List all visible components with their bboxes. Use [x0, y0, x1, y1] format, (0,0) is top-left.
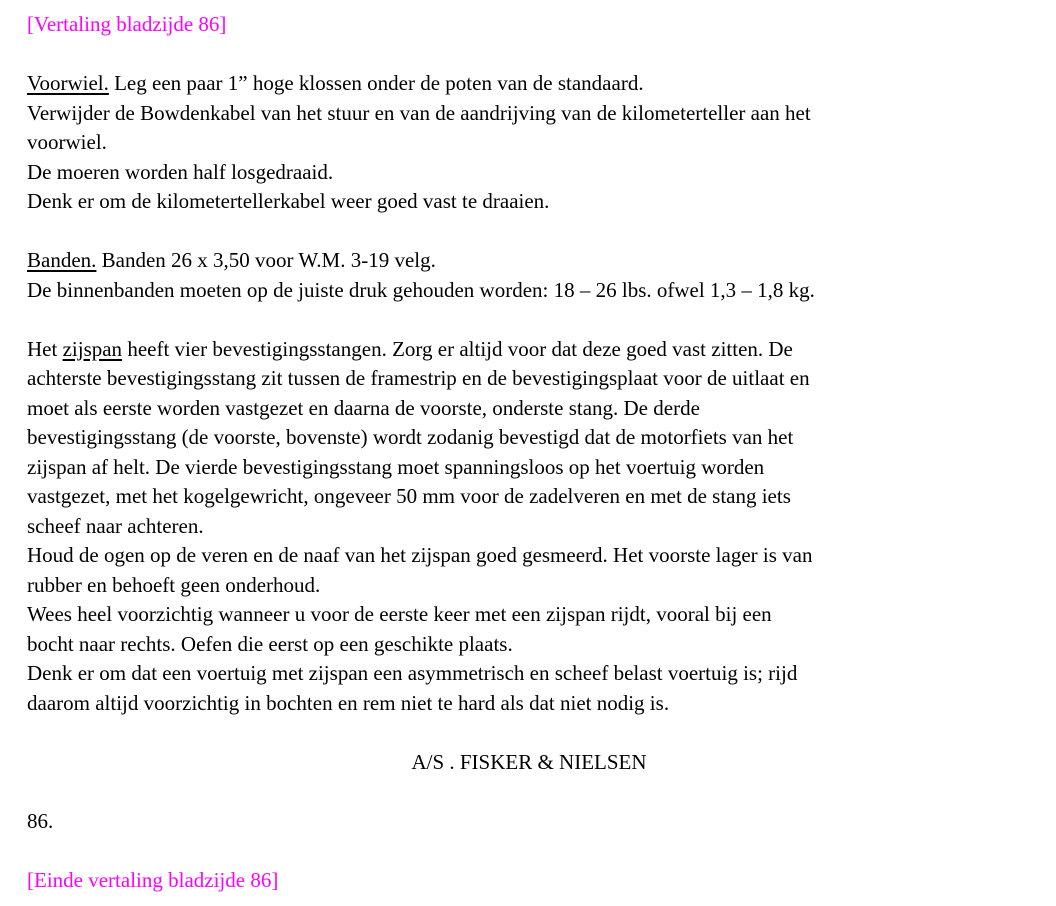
text-run: bevestigingsstang (de voorste, bovenste) wordt zodanig bevestigd dat de motorfiets van het: [27, 425, 794, 449]
text-line: [27, 600, 1031, 630]
blank-line: [27, 305, 1031, 335]
blank-line: [27, 217, 1031, 247]
text-run: achterste bevestigingsstang zit tussen de framestrip en de bevestigingsplaat voor de uitlaat en: [27, 366, 810, 390]
text-run: Banden 26 x 3,50 voor W.M. 3-19 velg.: [96, 248, 436, 272]
underlined-term: Banden.: [27, 248, 97, 272]
zijspan-paragraph-line: [27, 335, 1031, 365]
text-run: Leg een paar 1” hoge klossen onder de poten van de standaard.: [108, 71, 644, 95]
text-run: [Vertaling bladzijde 86]: [27, 12, 227, 36]
text-run: bocht naar rechts. Oefen die eerst op een geschikte plaats.: [27, 631, 513, 656]
text-line: [27, 276, 1031, 306]
text-line: [27, 482, 1031, 512]
text-line: [27, 187, 1031, 217]
text-run: Verwijder de Bowdenkabel van het stuur en van de aandrijving van de kilometerteller aan het: [27, 100, 811, 125]
text-run: De binnenbanden moeten op de juiste druk gehouden worden: 18 – 26 lbs. ofwel 1,3 – 1,8 kg.: [27, 277, 815, 302]
blank-line: [27, 777, 1031, 807]
underlined-term: Voorwiel.: [27, 71, 109, 95]
voorwiel-heading-line: [27, 69, 1031, 99]
company-signature-line: [27, 748, 1031, 778]
text-run: moet als eerste worden vastgezet en daarna de voorste, onderste stang. De derde: [27, 395, 700, 420]
text-run: De moeren worden half losgedraaid.: [27, 159, 334, 184]
text-line: [27, 99, 1031, 129]
text-line: [27, 659, 1031, 689]
text-line: [27, 423, 1031, 453]
text-line: [27, 689, 1031, 719]
text-line: [27, 128, 1031, 158]
translation-end-marker: [27, 866, 1031, 896]
text-run: voorwiel.: [27, 130, 107, 154]
text-line: [27, 158, 1031, 188]
text-line: [27, 453, 1031, 483]
text-run: Het: [27, 336, 63, 361]
text-line: [27, 630, 1031, 660]
text-run: heeft vier bevestigingsstangen. Zorg er altijd voor dat deze goed vast zitten. De: [122, 336, 793, 361]
page-number-line: [27, 807, 1031, 837]
text-run: daarom altijd voorzichtig in bochten en rem niet te hard als dat niet nodig is.: [27, 690, 670, 715]
text-line: [27, 571, 1031, 601]
text-run: vastgezet, met het kogelgewricht, ongeveer 50 mm voor de zadelveren en met de stang iets: [27, 484, 791, 508]
banden-heading-line: [27, 246, 1031, 276]
text-line: [27, 512, 1031, 542]
blank-line: [27, 718, 1031, 748]
blank-line: [27, 40, 1031, 70]
text-run: scheef naar achteren.: [27, 513, 204, 538]
text-run: Houd de ogen op de veren en de naaf van het zijspan goed gesmeerd. Het voorste lager is van: [27, 543, 813, 567]
text-run: 86.: [27, 808, 54, 833]
text-line: [27, 394, 1031, 424]
translation-start-marker: [27, 10, 1031, 40]
text-run: Wees heel voorzichtig wanneer u voor de eerste keer met een zijspan rijdt, vooral bij een: [27, 602, 772, 626]
text-run: A/S . FISKER & NIELSEN: [411, 749, 647, 774]
text-run: Denk er om de kilometertellerkabel weer goed vast te draaien.: [27, 189, 550, 213]
text-line: [27, 541, 1031, 571]
blank-line: [27, 836, 1031, 866]
underlined-term: zijspan: [62, 336, 123, 361]
text-line: [27, 364, 1031, 394]
text-run: [Einde vertaling bladzijde 86]: [27, 867, 279, 892]
text-run: rubber en behoeft geen onderhoud.: [27, 572, 321, 597]
text-run: Denk er om dat een voertuig met zijspan een asymmetrisch en scheef belast voertuig is; rijd: [27, 661, 798, 685]
text-run: zijspan af helt. De vierde bevestigingsstang moet spanningsloos op het voertuig worden: [27, 454, 765, 479]
